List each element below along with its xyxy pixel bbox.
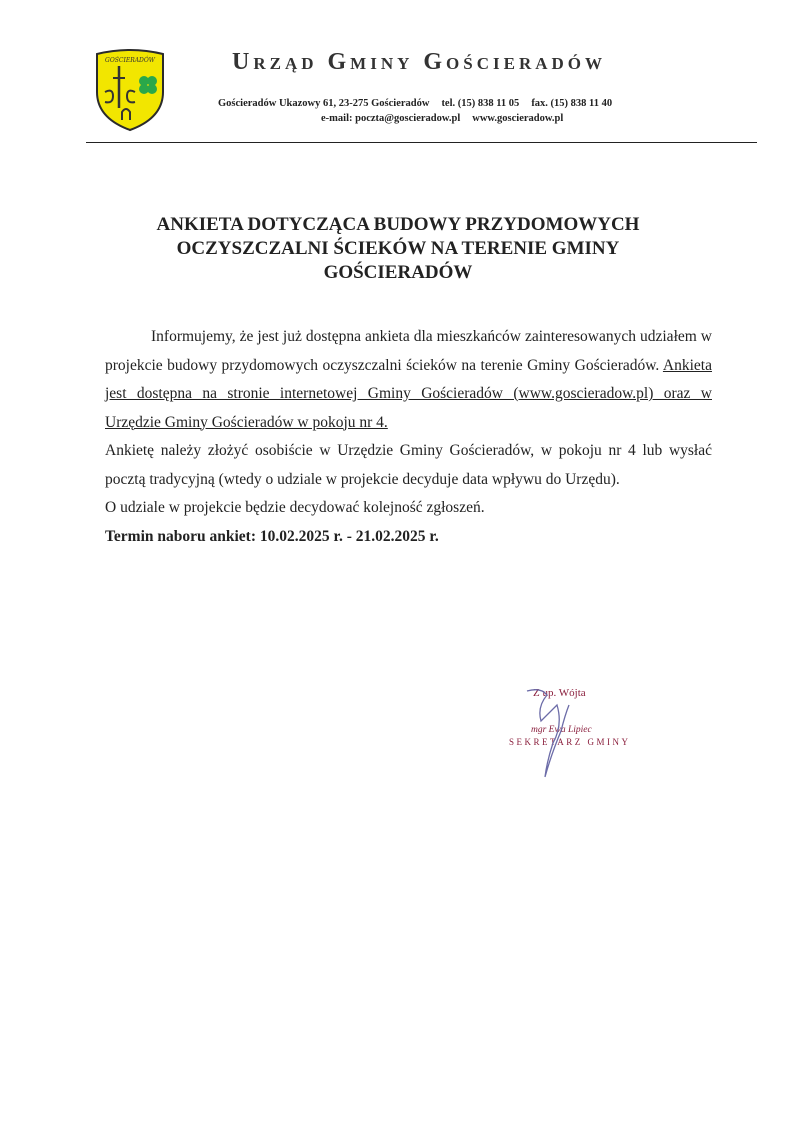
stamp-line-2: mgr Ewa Lipiec — [531, 725, 592, 735]
fax: fax. (15) 838 11 40 — [531, 98, 613, 109]
paragraph-order: O udziale w projekcie będzie decydować kolejność zgłoszeń. — [105, 499, 485, 516]
contact-info — [218, 96, 674, 126]
crest-shield-icon — [91, 48, 169, 132]
header-divider — [86, 142, 757, 143]
paragraph-intro-text: Informujemy, że jest już dostępna ankieta dla mieszkańców zainteresowanych udziałem w projekcie budowy przydomowych oczyszczalni ścieków na terenie Gminy Gościeradów. — [105, 328, 712, 374]
email: e-mail: poczta@goscieradow.pl — [321, 113, 461, 124]
document-body — [105, 323, 712, 551]
availability-note: Ankieta jest dostępna na stronie internetowej Gminy Gościeradów (www.goscieradow.pl) oraz w Urzędzie Gminy Gościeradów w pokoju nr 4. — [105, 356, 712, 431]
crest-text: GOŚCIERADÓW — [105, 57, 155, 64]
website: www.goscieradow.pl — [472, 113, 564, 124]
document-title: ANKIETA DOTYCZĄCA BUDOWY PRZYDOMOWYCH OCZYSZCZALNI ŚCIEKÓW NA TERENIE GMINY GOŚCIERADÓW — [156, 214, 640, 283]
paragraph-submission: Ankietę należy złożyć osobiście w Urzędzie Gminy Gościeradów, w pokoju nr 4 lub wysłać pocztą tradycyjną (wtedy o udziale w projekcie decyduje data wpływu do Urzędu). — [105, 442, 712, 488]
municipal-crest — [91, 48, 169, 132]
handwritten-signature-icon — [497, 685, 657, 785]
stamp-line-1: Z up. Wójta — [533, 687, 586, 699]
signature-stamp — [497, 685, 657, 785]
stamp-line-3: SEKRETARZ GMINY — [509, 737, 631, 747]
address: Gościeradów Ukazowy 61, 23-275 Gościeradów — [218, 98, 430, 109]
paragraph-intro — [105, 323, 712, 437]
deadline: Termin naboru ankiet: 10.02.2025 r. - 21.02.2025 r. — [105, 527, 439, 545]
phone: tel. (15) 838 11 05 — [441, 98, 520, 109]
office-name: Urząd Gminy Gościeradów — [232, 49, 607, 75]
